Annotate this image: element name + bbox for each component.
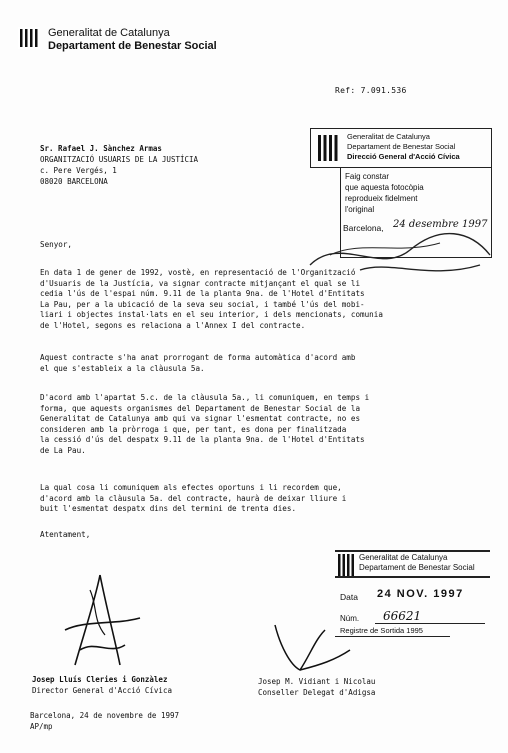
footer-place-date: Barcelona, 24 de novembre de 1997 bbox=[30, 711, 180, 720]
text-line: forma, que aquests organismes del Departament de Benestar Social de la bbox=[40, 403, 361, 413]
stamp-line: Direcció General d'Acció Cívica bbox=[347, 152, 460, 161]
recipient-block bbox=[40, 143, 198, 187]
closing: Atentament, bbox=[40, 530, 91, 539]
generalitat-logo-icon bbox=[337, 553, 355, 577]
paragraph-4 bbox=[40, 483, 480, 515]
signature-right bbox=[265, 615, 355, 675]
stamp-body-line: l'original bbox=[345, 205, 375, 214]
text-line: consideren amb la pròrroga i que, per tant, es dona per finalitzada bbox=[40, 424, 347, 434]
stamp-line: Departament de Benestar Social bbox=[347, 142, 456, 151]
stamp-line: Departament de Benestar Social bbox=[359, 563, 475, 572]
reference-number: Ref: 7.091.536 bbox=[335, 86, 407, 95]
letterhead-dept: Departament de Benestar Social bbox=[48, 40, 217, 52]
paragraph-1 bbox=[40, 268, 480, 332]
generalitat-logo-icon bbox=[18, 27, 40, 49]
signatory-name: Josep Lluís Cleries i Gonzàlez bbox=[32, 675, 168, 684]
stamp-place: Barcelona, bbox=[343, 223, 384, 233]
signature-left bbox=[45, 570, 155, 670]
text-line: Aquest contracte s'ha anat prorrogant de forma automàtica d'acord amb bbox=[40, 353, 356, 362]
recipient-line: c. Pere Vergés, 1 bbox=[40, 166, 117, 175]
stamp-header bbox=[335, 548, 490, 584]
text-line: el que s'estableix a la clàusula 5a. bbox=[40, 363, 205, 373]
stamp-rule bbox=[335, 550, 490, 552]
recipient-line: Sr. Rafael J. Sànchez Armas bbox=[40, 144, 162, 153]
footer bbox=[30, 710, 179, 732]
registry-stamp bbox=[335, 548, 490, 648]
paragraph-3 bbox=[40, 393, 480, 457]
stamp-register: Registre de Sortida 1995 bbox=[340, 626, 423, 635]
text-line: cedia l'ús de l'espai núm. 9.11 de la planta 9na. de l'Hotel d'Entitats bbox=[40, 289, 365, 299]
text-line: de l'Hotel, segons es relaciona a l'Annex I del contracte. bbox=[40, 320, 306, 330]
text-line: En data 1 de gener de 1992, vostè, en representació de l'Organització bbox=[40, 268, 356, 277]
stamp-rule bbox=[335, 576, 490, 578]
text-line: D'acord amb l'apartat 5.c. de la clàusula 5a., li comuniquem, en temps i bbox=[40, 393, 370, 402]
stamp-date-handwritten: 24 desembre 1997 bbox=[393, 219, 488, 230]
recipient-line: 08020 BARCELONA bbox=[40, 177, 108, 186]
stamp-body-line: reprodueix fidelment bbox=[345, 194, 418, 203]
signatory-name: Josep M. Vidiant i Nicolau bbox=[258, 677, 376, 686]
text-line: buit l'esmentat despatx dins del termini de trenta dies. bbox=[40, 504, 297, 514]
stamp-number-value: 66621 bbox=[383, 609, 422, 623]
text-line: La Pau, per a la ubicació de la seva seu social, i també l'ús del mobi- bbox=[40, 299, 365, 309]
text-line: La qual cosa li comuniquem als efectes oportuns i li recordem que, bbox=[40, 483, 342, 492]
stamp-body-line: que aquesta fotocòpia bbox=[345, 183, 424, 192]
generalitat-logo-icon bbox=[317, 134, 339, 162]
letterhead-org: Generalitat de Catalunya bbox=[48, 27, 170, 39]
stamp-date-label: Data bbox=[340, 592, 358, 602]
signatory-left bbox=[32, 674, 172, 696]
stamp-number-label: Núm. bbox=[340, 614, 360, 623]
greeting: Senyor, bbox=[40, 240, 73, 249]
stamp-body-line: Faig constar bbox=[345, 172, 390, 181]
footer-initials: AP/mp bbox=[30, 722, 53, 731]
paragraph-2 bbox=[40, 353, 480, 374]
recipient-line: ORGANITZACIÓ USUARIS DE LA JUSTÍCIA bbox=[40, 155, 199, 164]
text-line: d'Usuaris de la Justícia, va signar contracte mitjançant el qual se li bbox=[40, 278, 361, 288]
stamp-date-value: 24 NOV. 1997 bbox=[377, 588, 464, 600]
signatory-title: Director General d'Acció Cívica bbox=[32, 686, 172, 695]
text-line: d'acord amb la clàusula 5a. del contracte, haurà de deixar lliure i bbox=[40, 493, 347, 503]
text-line: de La Pau. bbox=[40, 445, 86, 455]
stamp-rule bbox=[375, 623, 485, 624]
text-line: Generalitat de Catalunya amb qui va signar l'esmentat contracte, no es bbox=[40, 414, 361, 424]
text-line: liari i objectes instal·lats en el seu interior, i dels mencionats, comunia bbox=[40, 310, 383, 320]
signatory-title: Conseller Delegat d'Adigsa bbox=[258, 688, 376, 697]
signatory-right bbox=[258, 676, 375, 698]
text-line: la cessió d'ús del despatx 9.11 de la planta 9na. de l'Hotel d'Entitats bbox=[40, 435, 365, 445]
stamp-line: Generalitat de Catalunya bbox=[359, 553, 448, 562]
stamp-line: Generalitat de Catalunya bbox=[347, 132, 430, 141]
stamp-header bbox=[310, 128, 492, 168]
